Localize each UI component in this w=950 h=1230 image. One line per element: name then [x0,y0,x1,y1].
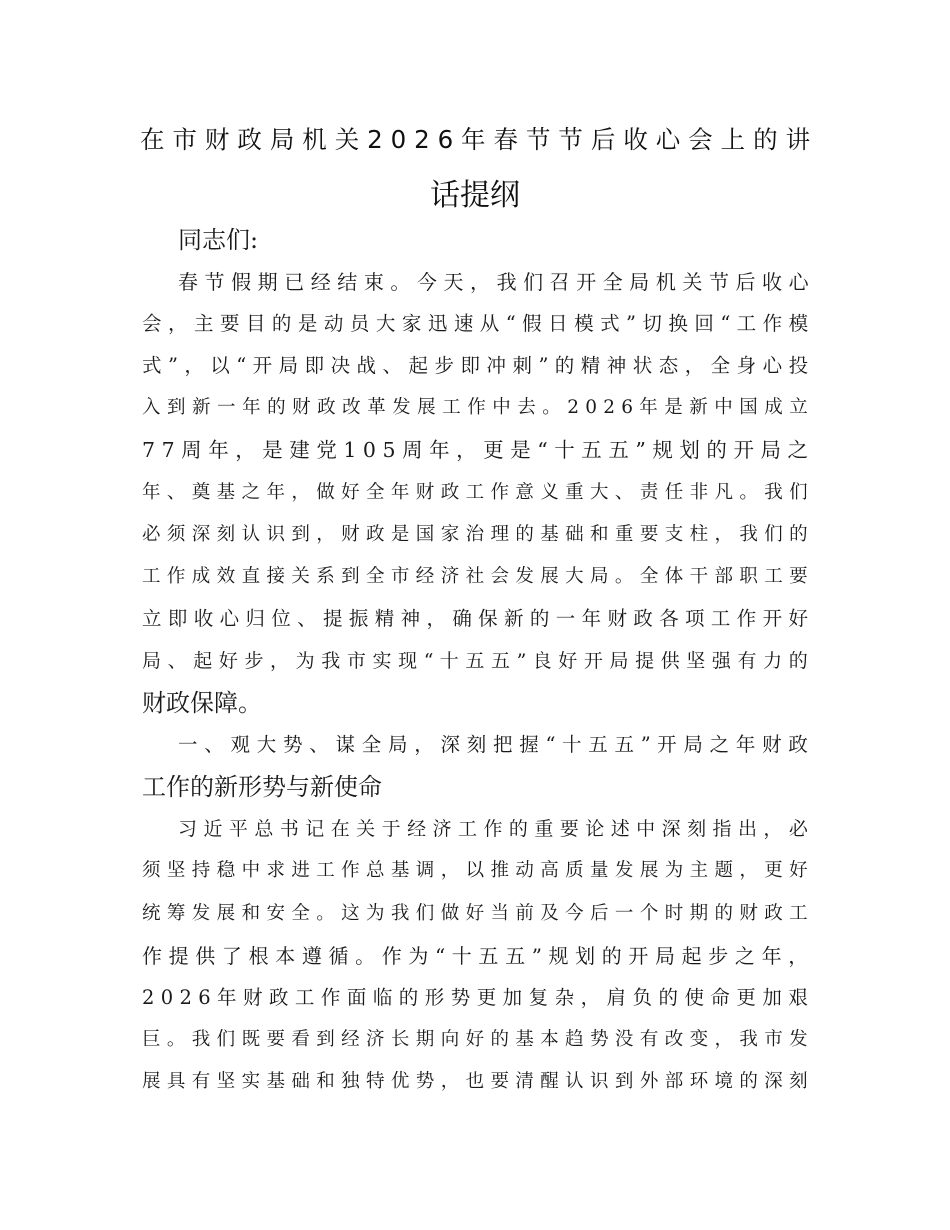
paragraph-line: 必 须 深 刻 认 识 到 ， 财 政 是 国 家 治 理 的 基 础 和 重 要 支 柱 ， 我 们 的 [142,523,808,545]
paragraph-line: 巨 。 我 们 既 要 看 到 经 济 长 期 向 好 的 基 本 趋 势 没 有 改 变 ， 我 市 发 [142,1028,808,1050]
paragraph-line: 作 提 供 了 根 本 遵 循 。 作 为 “ 十 五 五 ” 规 划 的 开 局 起 步 之 年 ， [142,943,809,968]
paragraph-line: 2 0 2 6 年 财 政 工 作 面 临 的 形 势 更 加 复 杂 ， 肩 负 的 使 命 更 加 艰 [142,985,808,1009]
paragraph-line: 春 节 假 期 已 经 结 束 。 今 天 ， 我 们 召 开 全 局 机 关 节 后 收 心 [178,270,809,295]
paragraph-line: 式 ” ， 以 “ 开 局 即 决 战 、 起 步 即 冲 刺 ” 的 精 神 状 态 ， 全 身 心 投 [142,354,809,378]
salutation: 同志们: [178,226,259,254]
paragraph-line: 须 坚 持 稳 中 求 进 工 作 总 基 调 ， 以 推 动 高 质 量 发 展 为 主 题 ， 更 好 [142,860,808,882]
paragraph-line: 财政保障。 [142,689,262,718]
title-line-2: 话提纲 [430,178,520,213]
document-body [142,219,808,1103]
paragraph-line: 会 ， 主 要 目 的 是 动 员 大 家 迅 速 从 “ 假 日 模 式 ” 切 换 回 “ 工 作 模 [142,312,809,336]
title-line-1: 在 市 财 政 局 机 关 2 0 2 6 年 春 节 节 后 收 心 会 上 的 讲 [140,125,811,154]
paragraph-line: 展 具 有 坚 实 基 础 和 独 特 优 势 ， 也 要 清 醒 认 识 到 外 部 环 境 的 深 刻 [142,1070,808,1092]
section-1-paragraph [142,808,808,1103]
heading-line: 工作的新形势与新使命 [142,773,382,802]
intro-paragraph [142,261,808,724]
paragraph-line: 入 到 新 一 年 的 财 政 改 革 发 展 工 作 中 去 。 2 0 2 6 年 是 新 中 国 成 立 [142,397,808,419]
section-1-heading [142,724,808,808]
paragraph-line: 统 筹 发 展 和 安 全 。 这 为 我 们 做 好 当 前 及 今 后 一 个 时 期 的 财 政 工 [142,902,808,924]
paragraph-line: 工 作 成 效 直 接 关 系 到 全 市 经 济 社 会 发 展 大 局 。 全 体 干 部 职 工 要 [142,565,808,587]
paragraph-line: 年 、 奠 基 之 年 ， 做 好 全 年 财 政 工 作 意 义 重 大 、 责 任 非 凡 。 我 们 [142,481,808,503]
document-title [140,112,810,224]
heading-line: 一 、 观 大 势 、 谋 全 局 ， 深 刻 把 握 “ 十 五 五 ” 开 局 之 年 财 政 [178,733,808,757]
paragraph-line: 局 、 起 好 步 ， 为 我 市 实 现 “ 十 五 五 ” 良 好 开 局 提 供 坚 强 有 力 的 [142,649,808,672]
paragraph-line: 7 7 周 年 ， 是 建 党 1 0 5 周 年 ， 更 是 “ 十 五 五 ” 规 划 的 开 局 之 [142,438,809,463]
paragraph-line: 习 近 平 总 书 记 在 关 于 经 济 工 作 的 重 要 论 述 中 深 刻 指 出 ， 必 [178,818,808,841]
paragraph-line: 立 即 收 心 归 位 、 提 振 精 神 ， 确 保 新 的 一 年 财 政 各 项 工 作 开 好 [142,606,808,630]
